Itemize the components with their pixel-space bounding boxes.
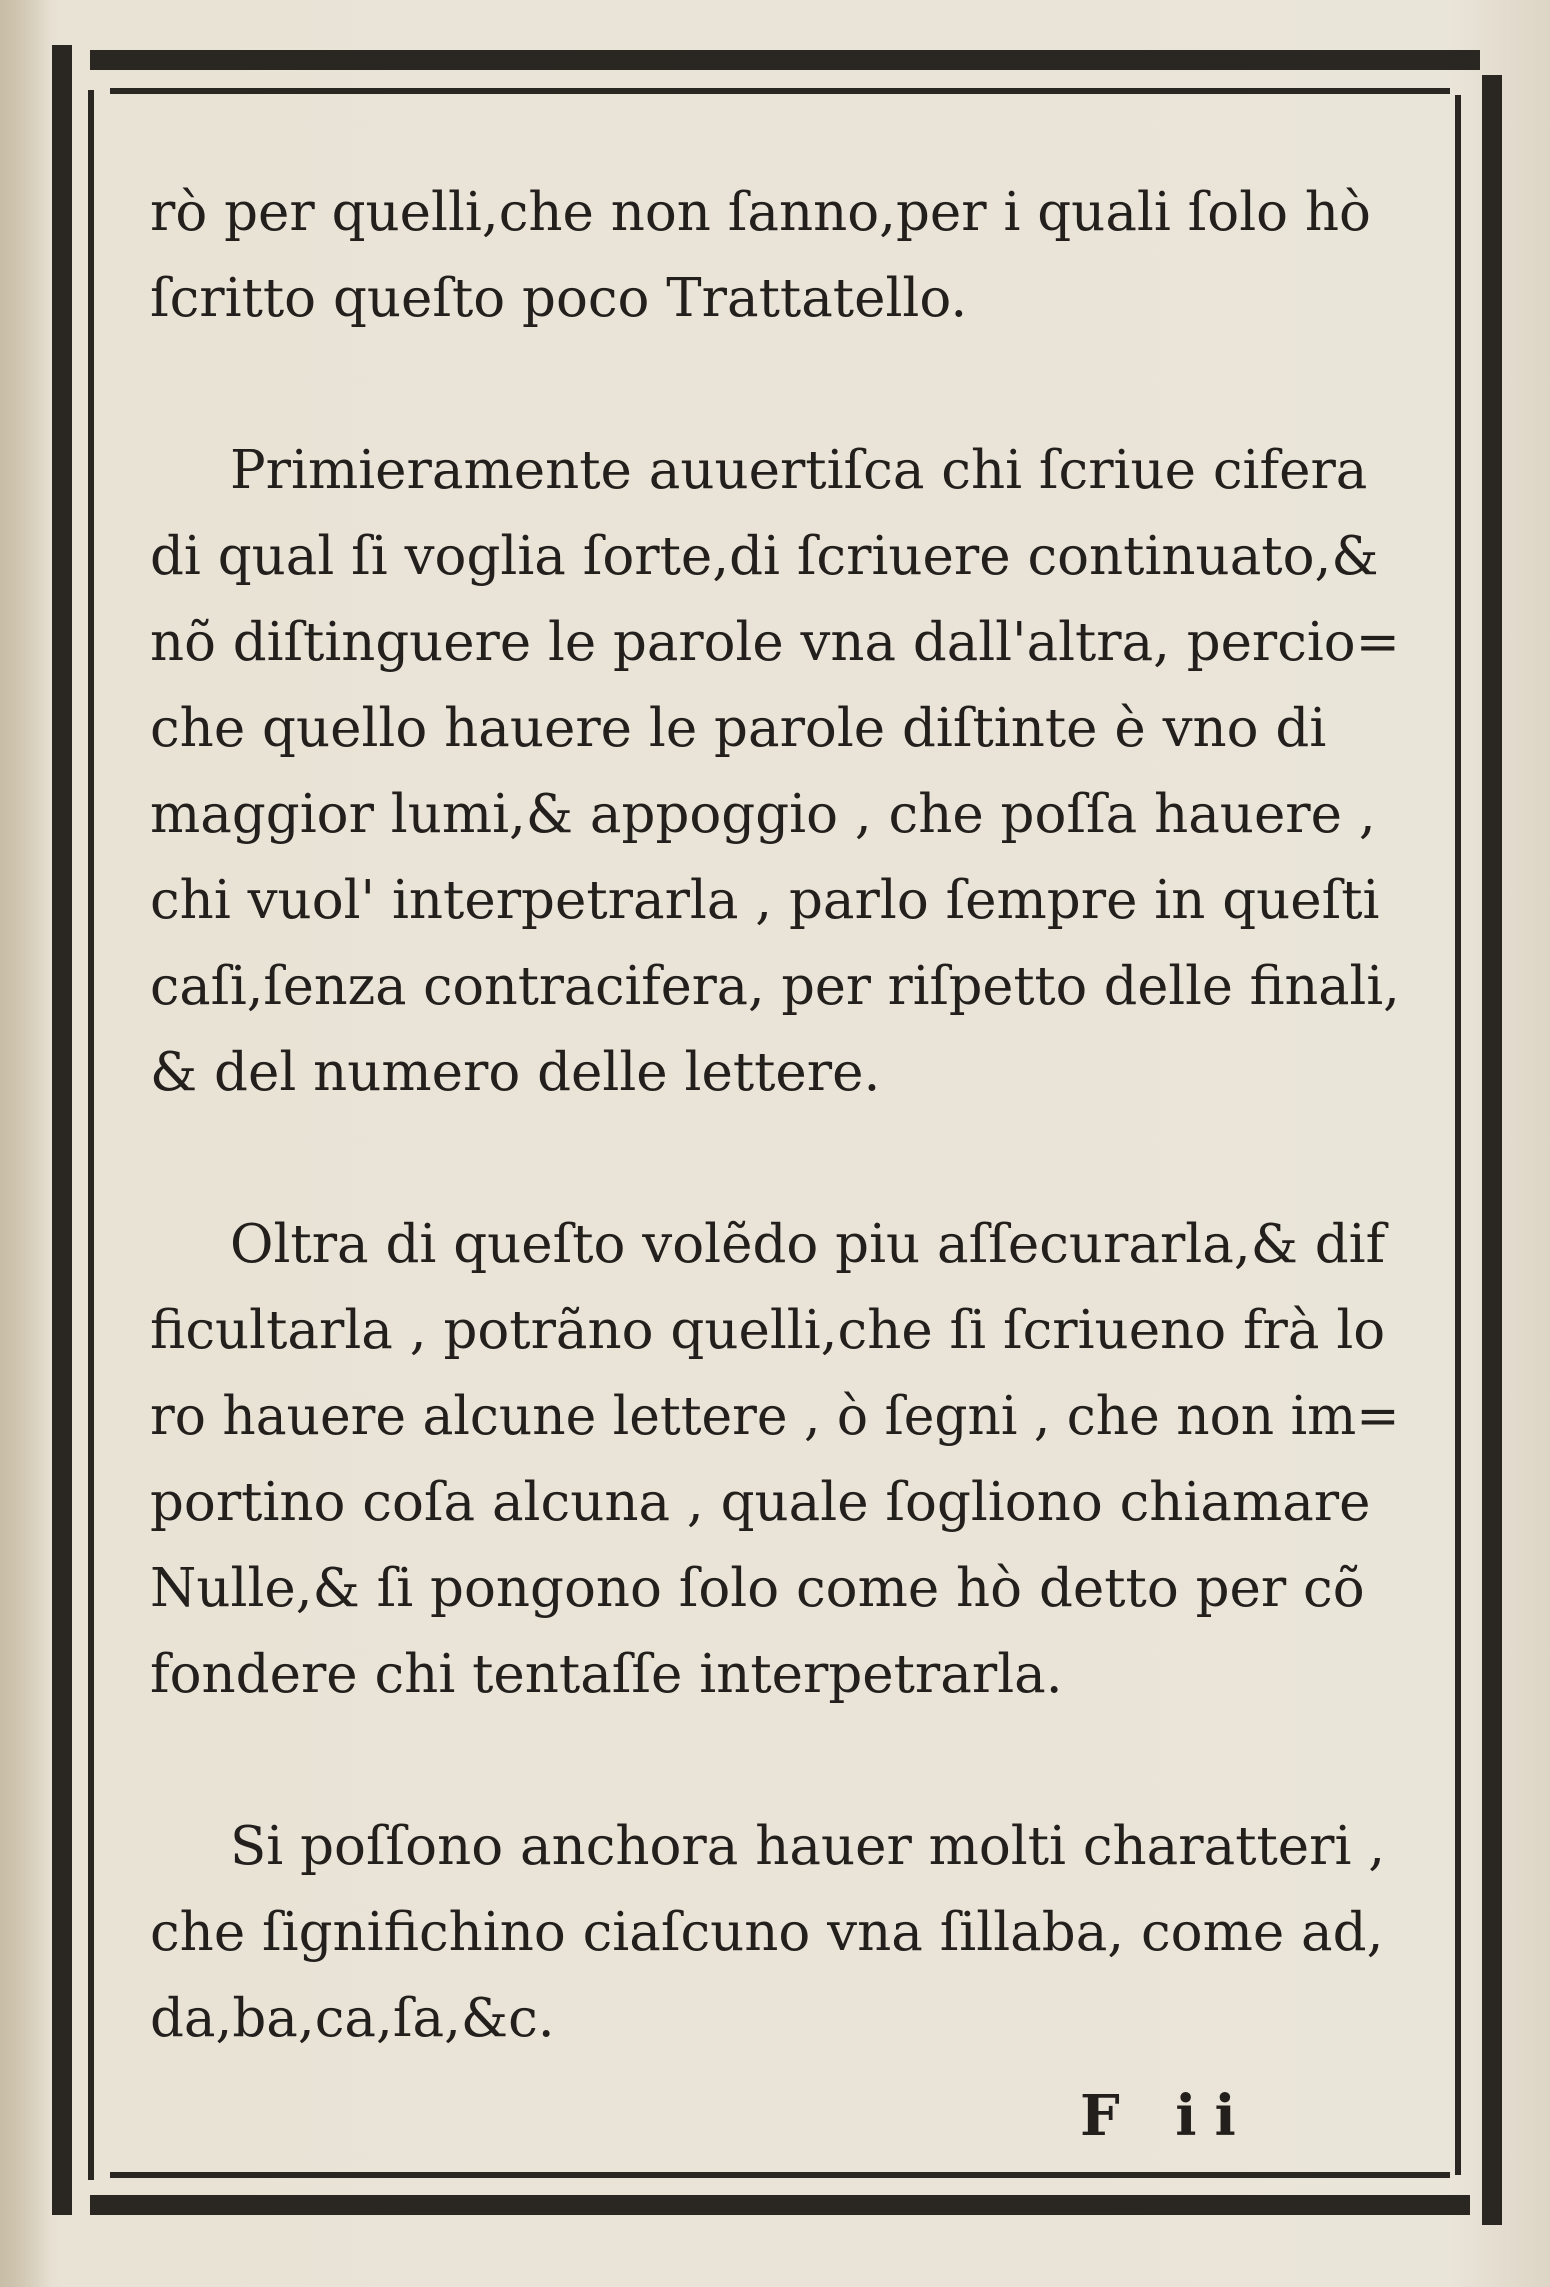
signature-mark: F ii [1080,2083,1254,2149]
binding-shadow [0,0,50,2287]
border-bottom-outer [90,2195,1470,2215]
text-line: ficultarla , potrãno quelli,che ſi ſcriueno frà lo [150,1300,1386,1361]
border-left-inner [88,90,94,2180]
text-line: ro hauere alcune lettere , ò ſegni , che non im= [150,1386,1400,1447]
text-line: Nulle,& ſi pongono ſolo come hò detto per cõ [150,1558,1365,1619]
border-top-outer [90,50,1480,70]
paragraph-4 [150,1804,1400,2062]
border-right-inner [1455,95,1461,2175]
text-line: che quello hauere le parole diſtinte è vno di [150,698,1327,759]
border-left-outer [52,45,72,2215]
border-right-outer [1482,75,1502,2225]
text-line: ſcritto queſto poco Trattatello. [150,268,968,329]
text-line: da,ba,ca,ſa,&c. [150,1988,555,2049]
text-line: fondere chi tentaſſe interpetrarla. [150,1644,1063,1705]
border-bottom-inner [110,2172,1450,2178]
paragraph-1 [150,170,1400,342]
text-line: chi vuol' interpetrarla , parlo ſempre in queſti [150,870,1380,931]
text-line: di qual ſi voglia ſorte,di ſcriuere continuato,& [150,526,1379,587]
page-text [150,170,1400,2148]
text-line: & del numero delle lettere. [150,1042,881,1103]
text-line: che ſignifichino ciaſcuno vna ſillaba, come ad, [150,1902,1384,1963]
border-top-inner [110,88,1450,94]
text-line: Oltra di queſto volẽdo piu aſſecurarla,& dif [230,1214,1386,1275]
text-line: nõ diſtinguere le parole vna dall'altra, percio= [150,612,1400,673]
text-line: caſi,ſenza contracifera, per riſpetto delle finali, [150,956,1400,1017]
text-line: portino coſa alcuna , quale ſogliono chiamare [150,1472,1371,1533]
text-line: rò per quelli,che non ſanno,per i quali ſolo hò [150,182,1371,243]
paragraph-3 [150,1202,1400,1718]
text-line: Si poſſono anchora hauer molti charatteri , [230,1816,1386,1877]
text-line: Primieramente auuertiſca chi ſcriue cifera [230,440,1368,501]
text-line: maggior lumi,& appoggio , che poſſa hauere , [150,784,1376,845]
paragraph-2 [150,428,1400,1116]
